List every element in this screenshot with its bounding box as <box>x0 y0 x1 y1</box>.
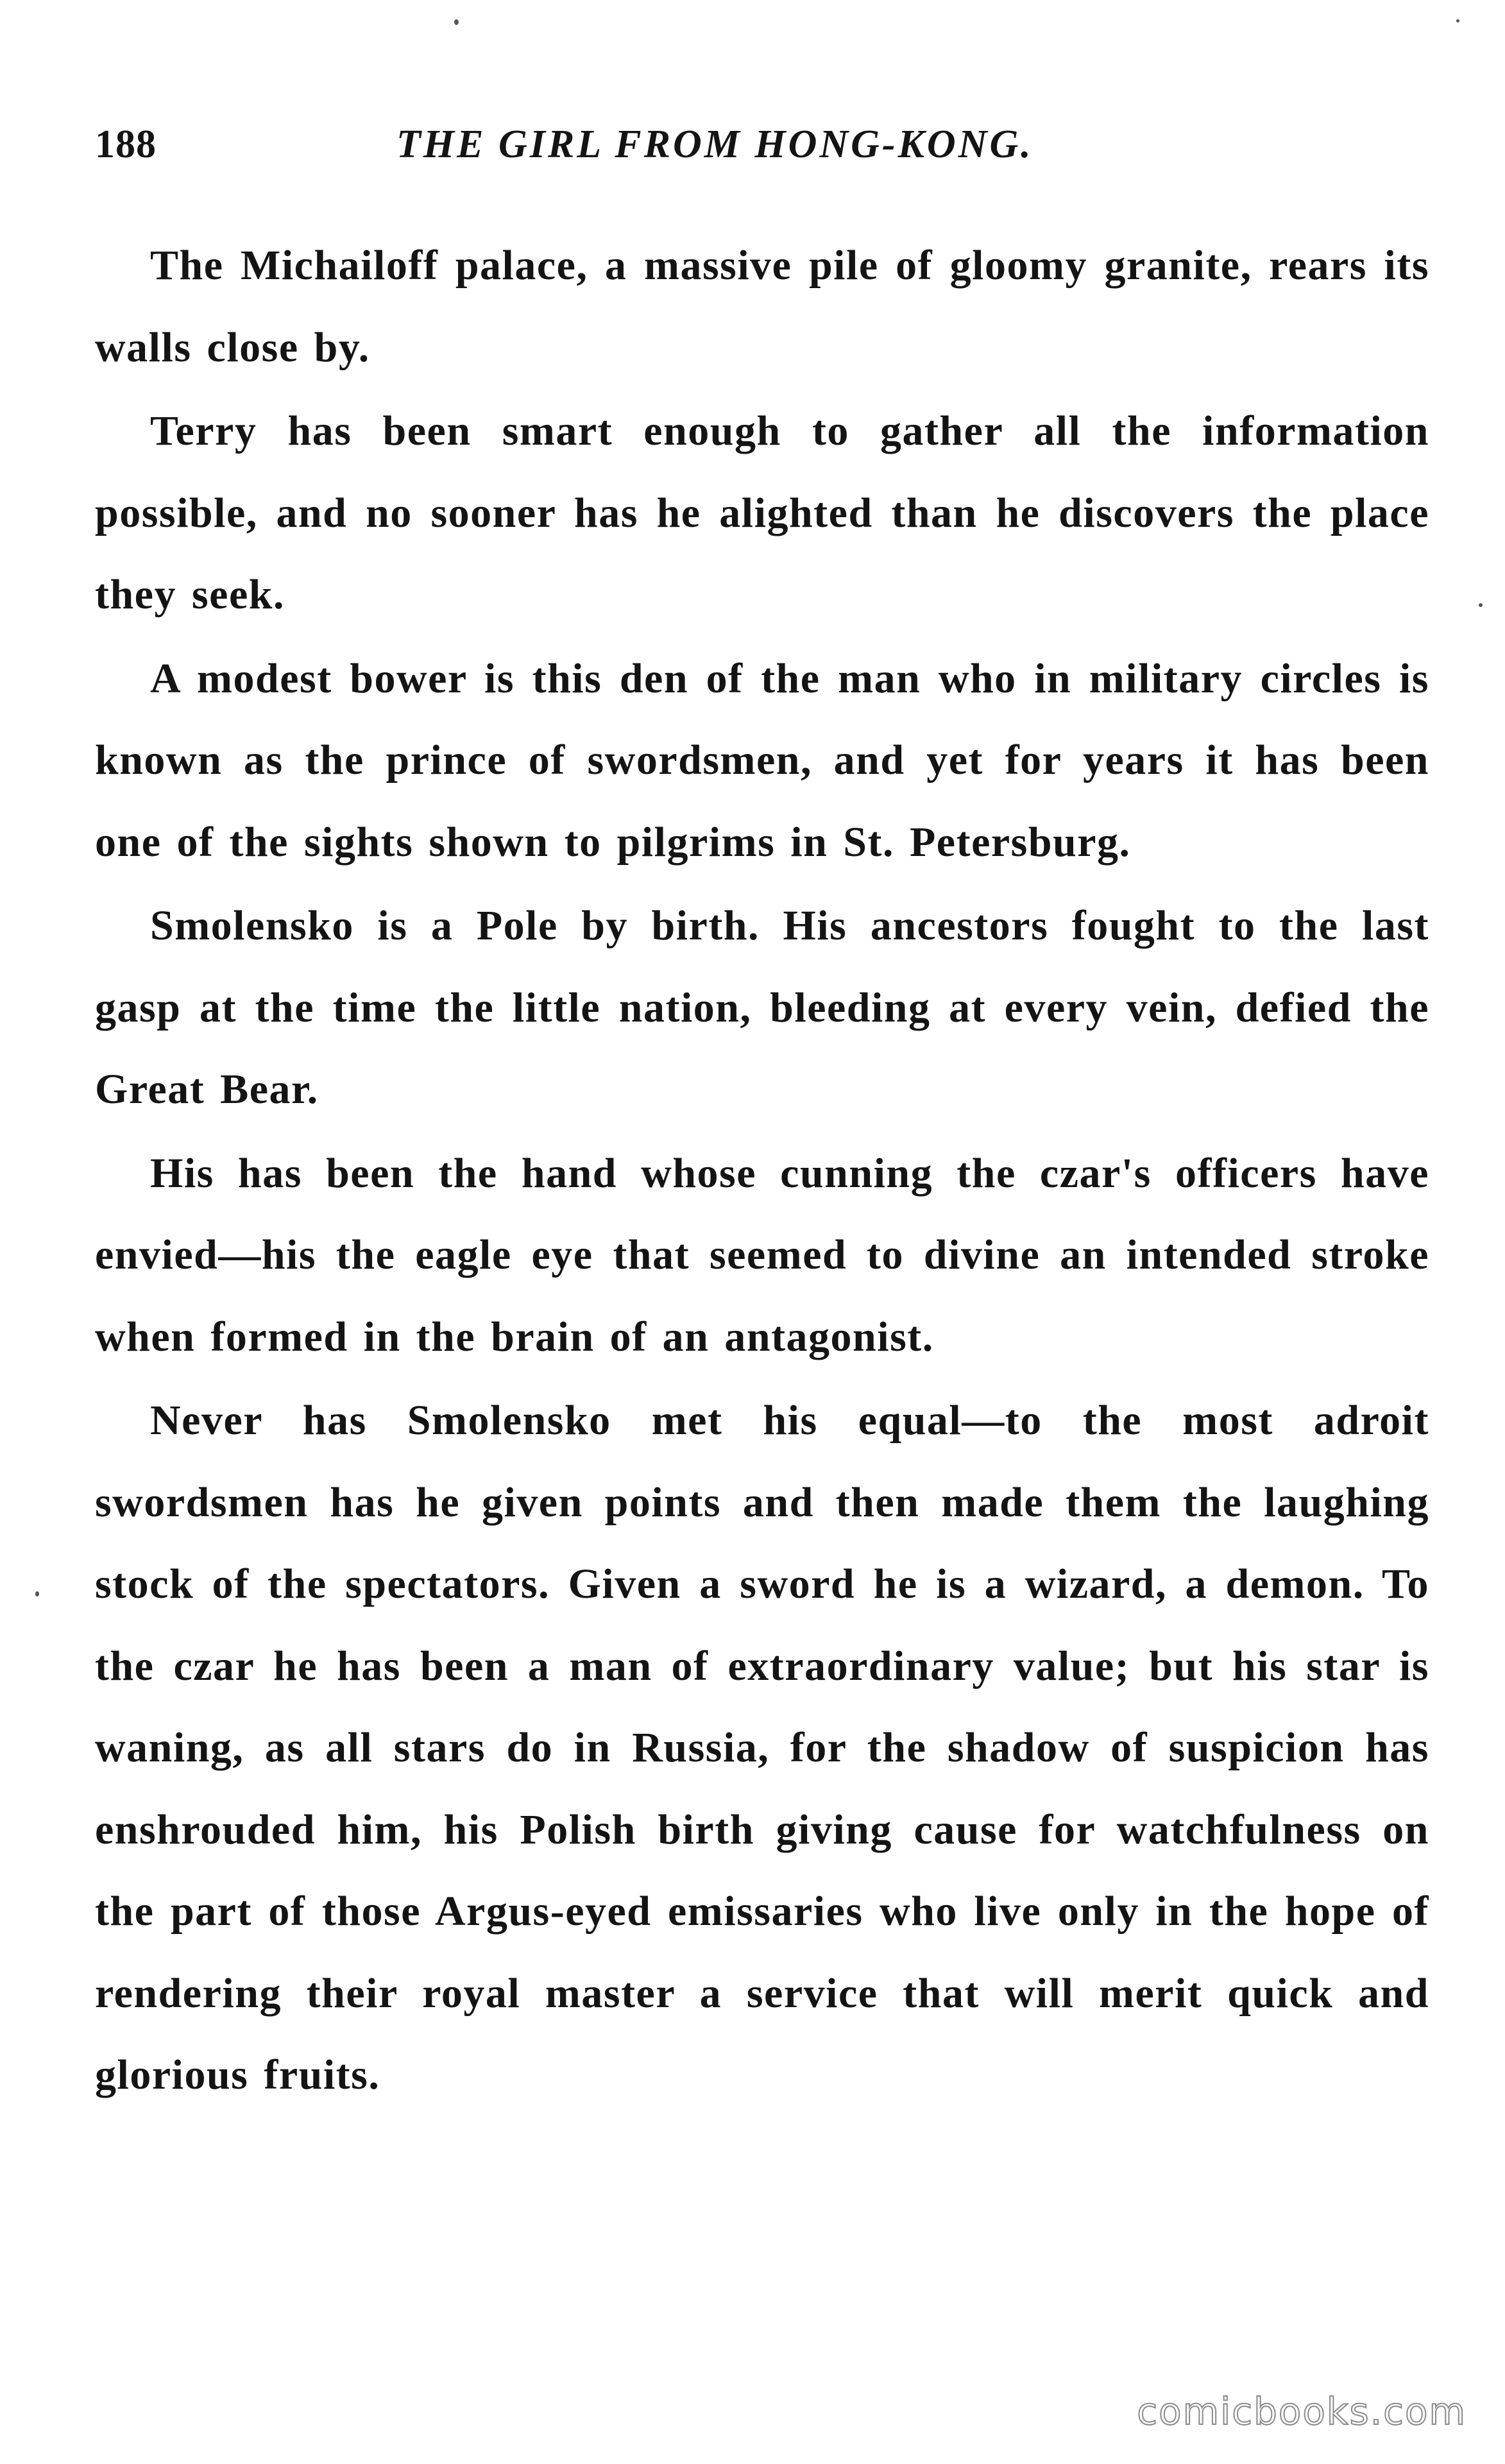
page-number: 188 <box>95 123 157 166</box>
paragraph-smolensko-pole: Smolensko is a Pole by birth. His ancestors fought to the last gasp at the time the little nation, bleeding at every vein, defied the Great Bear. <box>95 902 1429 1113</box>
ink-speck <box>454 19 459 25</box>
paragraph-michailoff-palace: The Michailoff palace, a massive pile of gloomy granite, rears its walls close by. <box>95 242 1429 371</box>
ink-speck <box>35 1591 39 1596</box>
watermark: comicbooks.com <box>1137 2390 1467 2433</box>
paragraph-his-hand: His has been the hand whose cunning the czar's officers have envied—his the eagle eye that seemed to divine an intended stroke when formed in the brain of an antagonist. <box>95 1149 1429 1360</box>
paragraph-never-equal: Never has Smolensko met his equal—to the most adroit swordsmen has he given points and then made them the laughing stock of the spectators. Given a sword he is a wizard, a demon. To the czar he has been a man of extraordinary value; but his star is waning, as all stars do in Russia, for the shadow of suspicion has enshrouded him, his Polish birth giving cause for watchfulness on the part of those Argus-eyed emissaries who live only in the hope of rendering their royal master a service that will merit quick and glorious fruits. <box>95 1397 1429 2098</box>
ink-speck <box>1479 603 1483 607</box>
page-header <box>95 122 1186 180</box>
paragraph-modest-bower: A modest bower is this den of the man who in military circles is known as the prince of swordsmen, and yet for years it has been one of the sights shown to pilgrims in St. Petersburg. <box>95 654 1429 866</box>
ink-speck <box>1456 19 1459 22</box>
running-title: THE GIRL FROM HONG-KONG. <box>396 123 1033 166</box>
paragraph-terry: Terry has been smart enough to gather all the information possible, and no sooner has he alighted than he discovers the place they seek. <box>95 407 1429 618</box>
body-text <box>95 225 1429 2118</box>
